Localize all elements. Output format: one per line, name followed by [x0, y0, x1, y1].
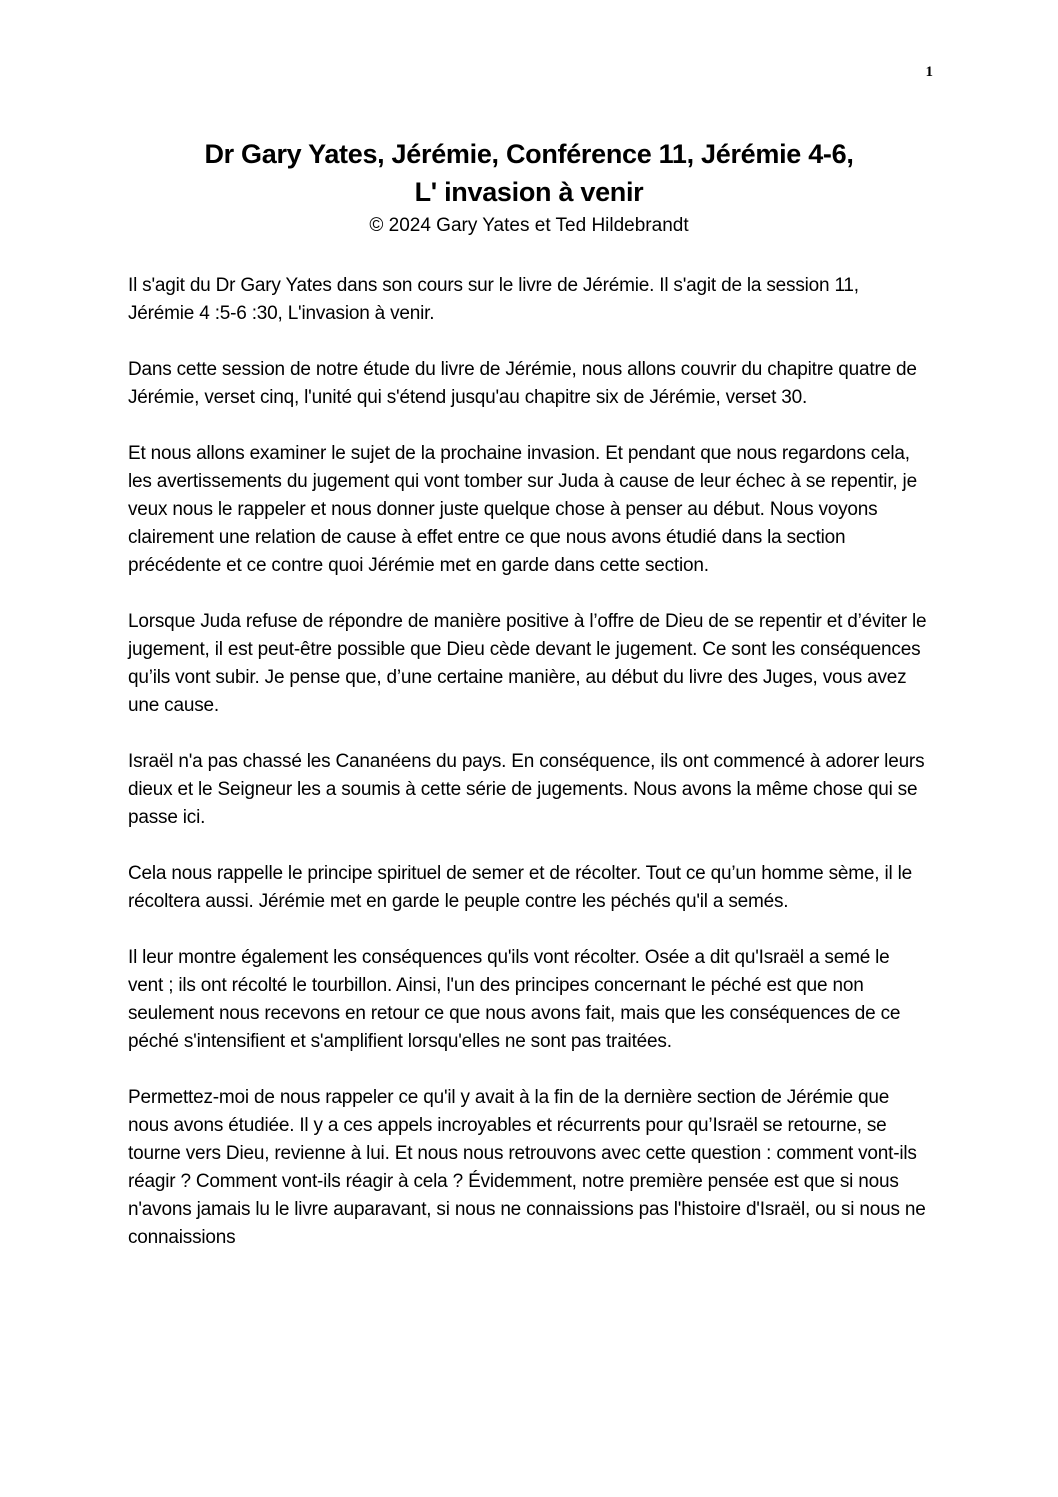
paragraph: Et nous allons examiner le sujet de la prochaine invasion. Et pendant que nous regardons cela, les avertissements du jugement qui vont tomber sur Juda à cause de leur échec à se repentir, je veux nous le rappeler et nous donner juste quelque chose à penser au début. Nous voyons clairement une relation de cause à effet entre ce que nous avons étudié dans la section précédente et ce contre quoi Jérémie met en garde dans cette section. — [128, 443, 917, 576]
paragraph: Israël n'a pas chassé les Cananéens du pays. En conséquence, ils ont commencé à adorer leurs dieux et le Seigneur les a soumis à cette série de jugements. Nous avons la même chose qui se passe ici. — [128, 751, 925, 828]
title-line-2: L' invasion à venir — [414, 177, 644, 207]
paragraph: Lorsque Juda refuse de répondre de manière positive à l’offre de Dieu de se repentir et d’éviter le jugement, il est peut-être possible que Dieu cède devant le jugement. Ce sont les conséquences qu’ils vont subir. Je pense que, d’une certaine manière, au début du livre des Juges, vous avez une cause. — [128, 611, 927, 716]
title-line-1: Dr Gary Yates, Jérémie, Conférence 11, Jérémie 4-6, — [204, 139, 854, 169]
document-title — [120, 135, 938, 211]
copyright-line: © 2024 Gary Yates et Ted Hildebrandt — [369, 215, 689, 236]
paragraph: Il s'agit du Dr Gary Yates dans son cours sur le livre de Jérémie. Il s'agit de la session 11, Jérémie 4 :5-6 :30, L'invasion à venir. — [128, 275, 859, 324]
paragraph: Permettez-moi de nous rappeler ce qu'il y avait à la fin de la dernière section de Jérémie que nous avons étudiée. Il y a ces appels incroyables et récurrents pour qu’Israël se retourne, se tourne vers Dieu, revienne à lui. Et nous nous retrouvons avec cette question : comment vont-ils réagir ? Comment vont-ils réagir à cela ? Évidemment, notre première pensée est que si nous n'avons jamais lu le livre auparavant, si nous ne connaissions pas l'histoire d'Israël, ou si nous ne connaissions — [128, 1087, 926, 1248]
paragraph: Il leur montre également les conséquences qu'ils vont récolter. Osée a dit qu'Israël a semé le vent ; ils ont récolté le tourbillon. Ainsi, l'un des principes concernant le péché est que non seulement nous recevons en retour ce que nous avons fait, mais que les conséquences de ce péché s'intensifient et s'amplifient lorsqu'elles ne sont pas traitées. — [128, 947, 901, 1052]
paragraph: Dans cette session de notre étude du livre de Jérémie, nous allons couvrir du chapitre quatre de Jérémie, verset cinq, l'unité qui s'étend jusqu'au chapitre six de Jérémie, verset 30. — [128, 359, 917, 408]
document-body — [128, 272, 928, 1280]
page-number: 1 — [925, 64, 933, 80]
document-header — [120, 135, 938, 239]
paragraph: Cela nous rappelle le principe spirituel de semer et de récolter. Tout ce qu’un homme sème, il le récoltera aussi. Jérémie met en garde le peuple contre les péchés qu'il a semés. — [128, 863, 912, 912]
